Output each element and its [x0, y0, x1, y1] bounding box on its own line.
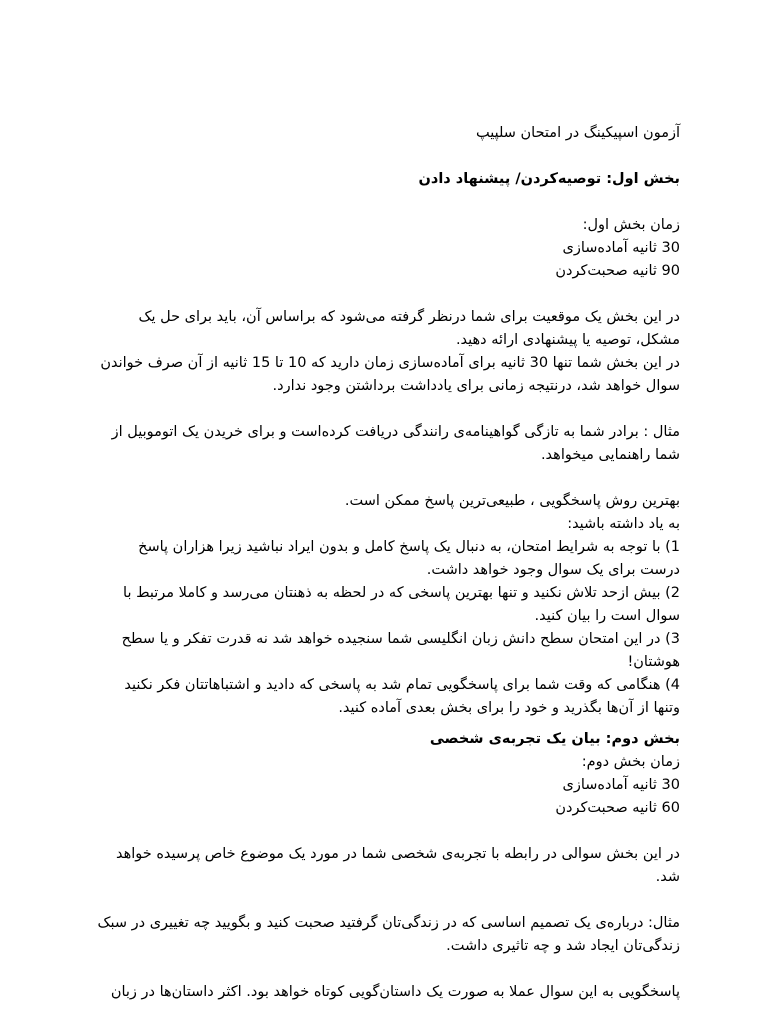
part2-heading: بخش دوم: بیان یک تجربه‌ی شخصی	[429, 731, 680, 747]
part1-prep-time: 30 ثانیه آماده‌سازی	[562, 240, 680, 256]
part2-prep-time: 30 ثانیه آماده‌سازی	[562, 777, 680, 793]
part2-story: پاسخگویی به این سوال عملا به صورت یک داستان‌گویی کوتاه خواهد بود. اکثر داستان‌ها در زبان	[110, 984, 680, 1000]
part1-example: مثال : برادر شما به تازگی گواهینامه‌ی رانندگی دریافت کرده‌است و برای خریدن یک اتوموبیل از شما راهنمایی میخواهد.	[111, 424, 680, 463]
part1-speak-time: 90 ثانیه صحبت‌کردن	[555, 263, 680, 279]
document-title: آزمون اسپیکینگ در امتحان سلپیپ	[475, 125, 680, 141]
part1-heading: بخش اول: توصیه‌کردن/ پیشنهاد دادن	[418, 171, 680, 187]
part1-time-label: زمان بخش اول:	[582, 217, 680, 233]
part1-remember-label: به یاد داشته باشید:	[567, 516, 680, 532]
document-body	[96, 122, 680, 1004]
part2-time-label: زمان بخش دوم:	[581, 754, 680, 770]
part2-speak-time: 60 ثانیه صحبت‌کردن	[555, 800, 680, 816]
part2-description: در این بخش سوالی در رابطه با تجربه‌ی شخصی شما در مورد یک موضوع خاص پرسیده خواهد شد.	[115, 846, 680, 885]
part2-example: مثال: درباره‌ی یک تصمیم اساسی که در زندگی‌تان گرفتید صحبت کنید و بگویید چه تغییری در سبک زندگی‌تان ایجاد شد و چه تاثیری داشت.	[97, 915, 680, 954]
part1-best-way: بهترین روش پاسخگویی ، طبیعی‌ترین پاسخ ممکن است.	[344, 493, 680, 509]
part1-description-2: در این بخش شما تنها 30 ثانیه برای آماده‌سازی زمان دارید که 10 تا 15 ثانیه از آن صرف خواندن سوال خواهد شد، درنتیجه زمانی برای یادداشت برداشتن وجود ندارد.	[100, 355, 680, 394]
tip-1: 1) با توجه به شرایط امتحان، به دنبال یک پاسخ کامل و بدون ایراد نباشید زیرا هزاران پاسخ درست برای یک سوال وجود خواهد داشت.	[138, 539, 680, 578]
tip-4: 4) هنگامی که وقت شما برای پاسخگویی تمام شد به پاسخی که دادید و اشتباهاتتان فکر نکنید وتنها از آن‌ها بگذرید و خود را برای بخش بعدی آماده کنید.	[124, 677, 680, 716]
part1-description: در این بخش یک موقعیت برای شما درنظر گرفته می‌شود که براساس آن، باید برای حل یک مشکل، توصیه یا پیشنهادی ارائه دهید.	[138, 309, 680, 348]
tip-2: 2) بیش ازحد تلاش نکنید و تنها بهترین پاسخی که در لحظه به ذهنتان می‌رسد و کاملا مرتبط با سوال است را بیان کنید.	[123, 585, 680, 624]
tip-3: 3) در این امتحان سطح دانش زبان انگلیسی شما سنجیده خواهد شد نه قدرت تفکر و یا سطح هوشتان!	[121, 631, 680, 670]
